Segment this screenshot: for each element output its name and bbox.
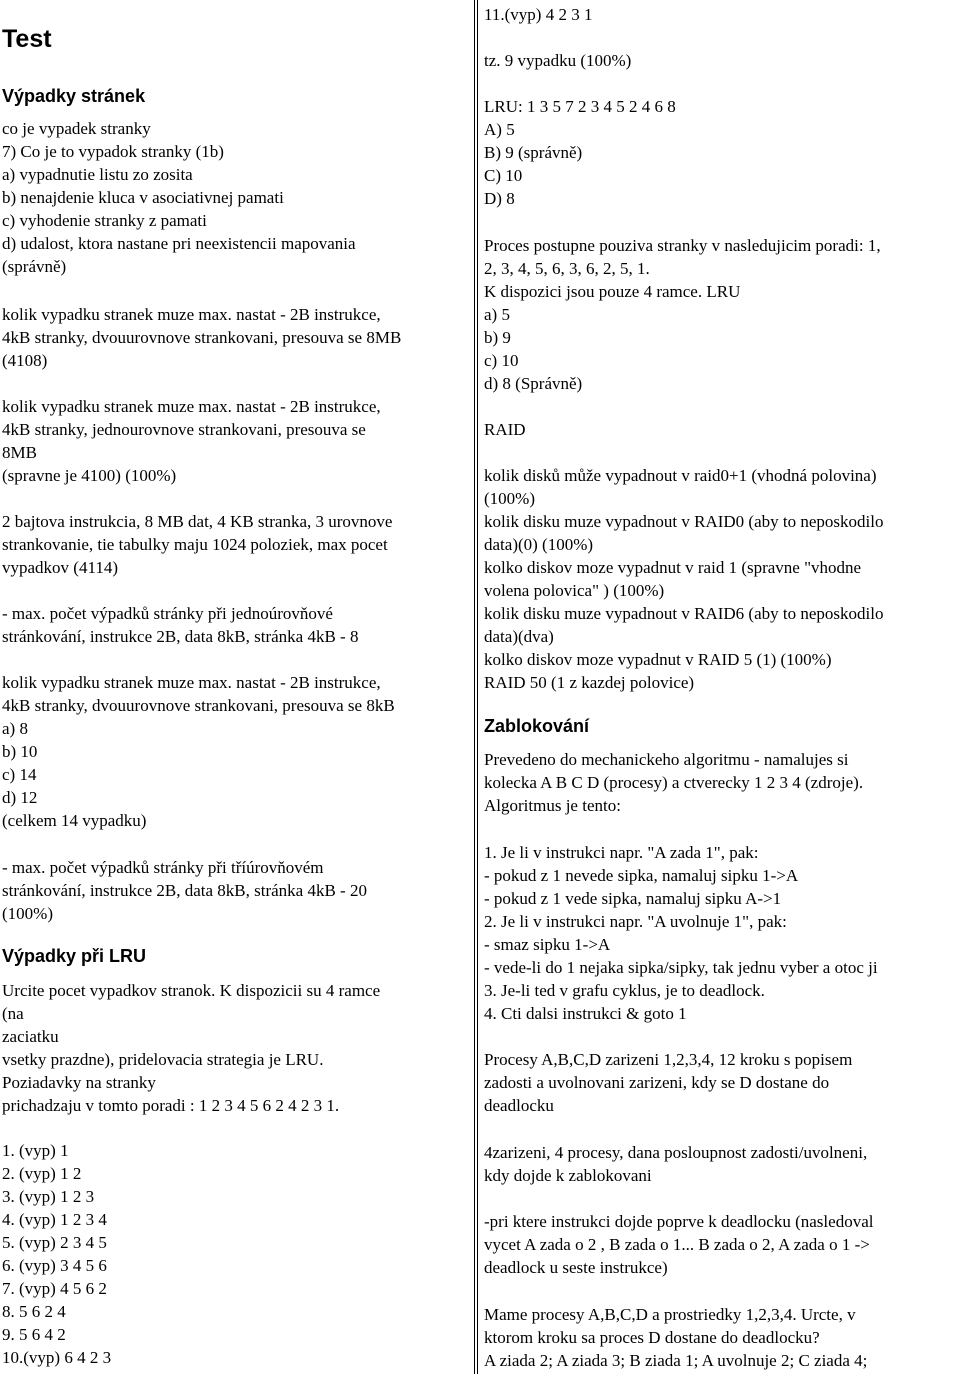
document-title: Test	[2, 25, 52, 53]
text-line: 2, 3, 4, 5, 6, 3, 6, 2, 5, 1.	[484, 259, 650, 278]
text-line: RAID 50 (1 z kazdej polovice)	[484, 673, 695, 692]
fault-total: tz. 9 vypadku (100%)	[484, 51, 632, 70]
question-max-one-level	[2, 602, 472, 648]
text-line: - pokud z 1 nevede sipka, namaluj sipku 1->A	[484, 866, 799, 885]
list-item: 8. 5 6 2 4	[2, 1302, 66, 1321]
text-line: ktorom kroku sa proces D dostane do deadlocku?	[484, 1328, 820, 1347]
text-line: Algoritmus je tento:	[484, 796, 621, 815]
text-line: 2 bajtova instrukcia, 8 MB dat, 4 KB stranka, 3 urovnove	[2, 512, 393, 531]
deadlock-intro	[484, 748, 960, 817]
list-item: 10.(vyp) 6 4 2 3	[2, 1348, 112, 1367]
text-line: a) 5	[484, 305, 510, 324]
list-item: 11.(vyp) 4 2 3 1	[484, 5, 593, 24]
text-line: a) vypadnutie listu zo zosita	[2, 165, 193, 184]
text-line: (na	[2, 1004, 24, 1023]
text-line: kolik vypadku stranek muze max. nastat - 2B instrukce,	[2, 397, 381, 416]
text-line: K dispozici jsou pouze 4 ramce. LRU	[484, 282, 741, 301]
text-line: Mame procesy A,B,C,D a prostriedky 1,2,3,4. Urcte, v	[484, 1305, 856, 1324]
column-divider	[474, 0, 475, 1374]
text-line: volena polovica" ) (100%)	[484, 581, 665, 600]
text-line: zadosti a uvolnovani zarizeni, kdy se D dostane do	[484, 1073, 830, 1092]
text-line: (správně)	[2, 257, 67, 276]
text-line: vycet A zada o 2 , B zada o 1... B zada o 2, A zada o 1 ->	[484, 1235, 870, 1254]
deadlock-question-4	[484, 1303, 960, 1372]
text-line: kolik vypadku stranek muze max. nastat - 2B instrukce,	[2, 673, 381, 692]
question-two-level-8kb	[2, 671, 472, 832]
text-line: A) 5	[484, 120, 515, 139]
text-line: stránkování, instrukce 2B, data 8kB, stránka 4kB - 20	[2, 881, 367, 900]
raid-questions	[484, 464, 960, 694]
text-line: (celkem 14 vypadku)	[2, 811, 147, 830]
question-max-three-level	[2, 856, 472, 925]
deadlock-question-2	[484, 1141, 960, 1187]
text-line: zaciatku	[2, 1027, 59, 1046]
text-line: B) 9 (správně)	[484, 143, 583, 162]
text-line: Poziadavky na stranky	[2, 1073, 156, 1092]
text-line: b) 9	[484, 328, 511, 347]
heading-page-faults: Výpadky stránek	[2, 86, 146, 106]
heading-deadlock: Zablokování	[484, 716, 590, 736]
text-line: - max. počet výpadků stránky při tříúrovňovém	[2, 858, 324, 877]
text-line: 4. Cti dalsi instrukci & goto 1	[484, 1004, 687, 1023]
list-item: 7. (vyp) 4 5 6 2	[2, 1279, 107, 1298]
text-line: c) vyhodenie stranky z pamati	[2, 211, 207, 230]
text-line: strankovanie, tie tabulky maju 1024 poloziek, max pocet	[2, 535, 388, 554]
text-line: Urcite pocet vypadkov stranok. K dispozicii su 4 ramce	[2, 981, 381, 1000]
text-line: 3. Je-li ted v grafu cyklus, je to deadlock.	[484, 981, 765, 1000]
text-line: 4zarizeni, 4 procesy, dana posloupnost zadosti/uvolneni,	[484, 1143, 868, 1162]
text-line: Procesy A,B,C,D zarizeni 1,2,3,4, 12 kroku s popisem	[484, 1050, 853, 1069]
column-divider	[477, 0, 478, 1374]
lru-question-3	[484, 234, 960, 395]
text-line: c) 14	[2, 765, 37, 784]
text-line: data)(0) (100%)	[484, 535, 594, 554]
text-line: (spravne je 4100) (100%)	[2, 466, 177, 485]
text-line: stránkování, instrukce 2B, data 8kB, stránka 4kB - 8	[2, 627, 359, 646]
list-item: 4. (vyp) 1 2 3 4	[2, 1210, 107, 1229]
question-three-level	[2, 510, 472, 579]
text-line: kolecka A B C D (procesy) a ctverecky 1 2 3 4 (zdroje).	[484, 773, 864, 792]
right-column	[482, 0, 958, 1374]
text-line: vsetky prazdne), pridelovacia strategia je LRU.	[2, 1050, 324, 1069]
deadlock-question-3	[484, 1210, 960, 1279]
list-item: 5. (vyp) 2 3 4 5	[2, 1233, 107, 1252]
text-line: kdy dojde k zablokovani	[484, 1166, 652, 1185]
question-two-level-8mb	[2, 303, 472, 372]
text-line: deadlock u seste instrukce)	[484, 1258, 668, 1277]
lru-steps-list	[2, 1139, 472, 1369]
raid-heading: RAID	[484, 420, 526, 439]
text-line: deadlocku	[484, 1096, 554, 1115]
text-line: -pri ktere instrukci dojde poprve k deadlocku (nasledoval	[484, 1212, 874, 1231]
lru-question-2	[484, 95, 960, 210]
list-item: 9. 5 6 4 2	[2, 1325, 66, 1344]
text-line: prichadzaju v tomto poradi : 1 2 3 4 5 6 2 4 2 3 1.	[2, 1096, 340, 1115]
list-item: 3. (vyp) 1 2 3	[2, 1187, 95, 1206]
heading-lru-faults: Výpadky při LRU	[2, 946, 147, 966]
list-item: 1. (vyp) 1	[2, 1141, 69, 1160]
question-page-fault-definition	[2, 117, 472, 278]
left-column	[0, 0, 470, 1374]
text-line: 8MB	[2, 443, 37, 462]
text-line: Proces postupne pouziva stranky v nasledujicim poradi: 1,	[484, 236, 881, 255]
text-line: LRU: 1 3 5 7 2 3 4 5 2 4 6 8	[484, 97, 676, 116]
text-line: data)(dva)	[484, 627, 554, 646]
text-line: kolko diskov moze vypadnut v raid 1 (spravne "vhodne	[484, 558, 862, 577]
deadlock-algorithm	[484, 841, 960, 1025]
deadlock-question-1	[484, 1048, 960, 1117]
text-line: A ziada 2; A ziada 3; B ziada 1; A uvolnuje 2; C ziada 4;	[484, 1351, 868, 1370]
text-line: 4kB stranky, dvouurovnove strankovani, presouva se 8kB	[2, 696, 395, 715]
text-line: 7) Co je to vypadok stranky (1b)	[2, 142, 224, 161]
text-line: co je vypadek stranky	[2, 119, 151, 138]
text-line: b) nenajdenie kluca v asociativnej pamati	[2, 188, 284, 207]
text-line: - smaz sipku 1->A	[484, 935, 611, 954]
question-one-level-8mb	[2, 395, 472, 487]
text-line: (100%)	[484, 489, 535, 508]
text-line: kolik disků může vypadnout v raid0+1 (vhodná polovina)	[484, 466, 877, 485]
text-line: vypadkov (4114)	[2, 558, 118, 577]
text-line: 2. Je li v instrukci napr. "A uvolnuje 1", pak:	[484, 912, 787, 931]
text-line: C) 10	[484, 166, 523, 185]
text-line: 1. Je li v instrukci napr. "A zada 1", pak:	[484, 843, 759, 862]
text-line: - vede-li do 1 nejaka sipka/sipky, tak jednu vyber a otoc ji	[484, 958, 878, 977]
list-item: 2. (vyp) 1 2	[2, 1164, 82, 1183]
list-item: 6. (vyp) 3 4 5 6	[2, 1256, 107, 1275]
text-line: d) 8 (Správně)	[484, 374, 583, 393]
text-line: (4108)	[2, 351, 48, 370]
text-line: kolik disku muze vypadnout v RAID0 (aby to neposkodilo	[484, 512, 884, 531]
text-line: kolik disku muze vypadnout v RAID6 (aby to neposkodilo	[484, 604, 884, 623]
text-line: D) 8	[484, 189, 515, 208]
text-line: d) udalost, ktora nastane pri neexistencii mapovania	[2, 234, 356, 253]
text-line: 4kB stranky, jednourovnove strankovani, presouva se	[2, 420, 366, 439]
text-line: kolko diskov moze vypadnut v RAID 5 (1) (100%)	[484, 650, 832, 669]
lru-task	[2, 979, 472, 1117]
text-line: b) 10	[2, 742, 38, 761]
text-line: c) 10	[484, 351, 519, 370]
text-line: a) 8	[2, 719, 28, 738]
text-line: - pokud z 1 vede sipka, namaluj sipku A->1	[484, 889, 782, 908]
text-line: Prevedeno do mechanickeho algoritmu - namalujes si	[484, 750, 849, 769]
text-line: d) 12	[2, 788, 38, 807]
text-line: - max. počet výpadků stránky při jednoúrovňové	[2, 604, 333, 623]
text-line: 4kB stranky, dvouurovnove strankovani, presouva se 8MB	[2, 328, 402, 347]
text-line: kolik vypadku stranek muze max. nastat - 2B instrukce,	[2, 305, 381, 324]
text-line: (100%)	[2, 904, 53, 923]
